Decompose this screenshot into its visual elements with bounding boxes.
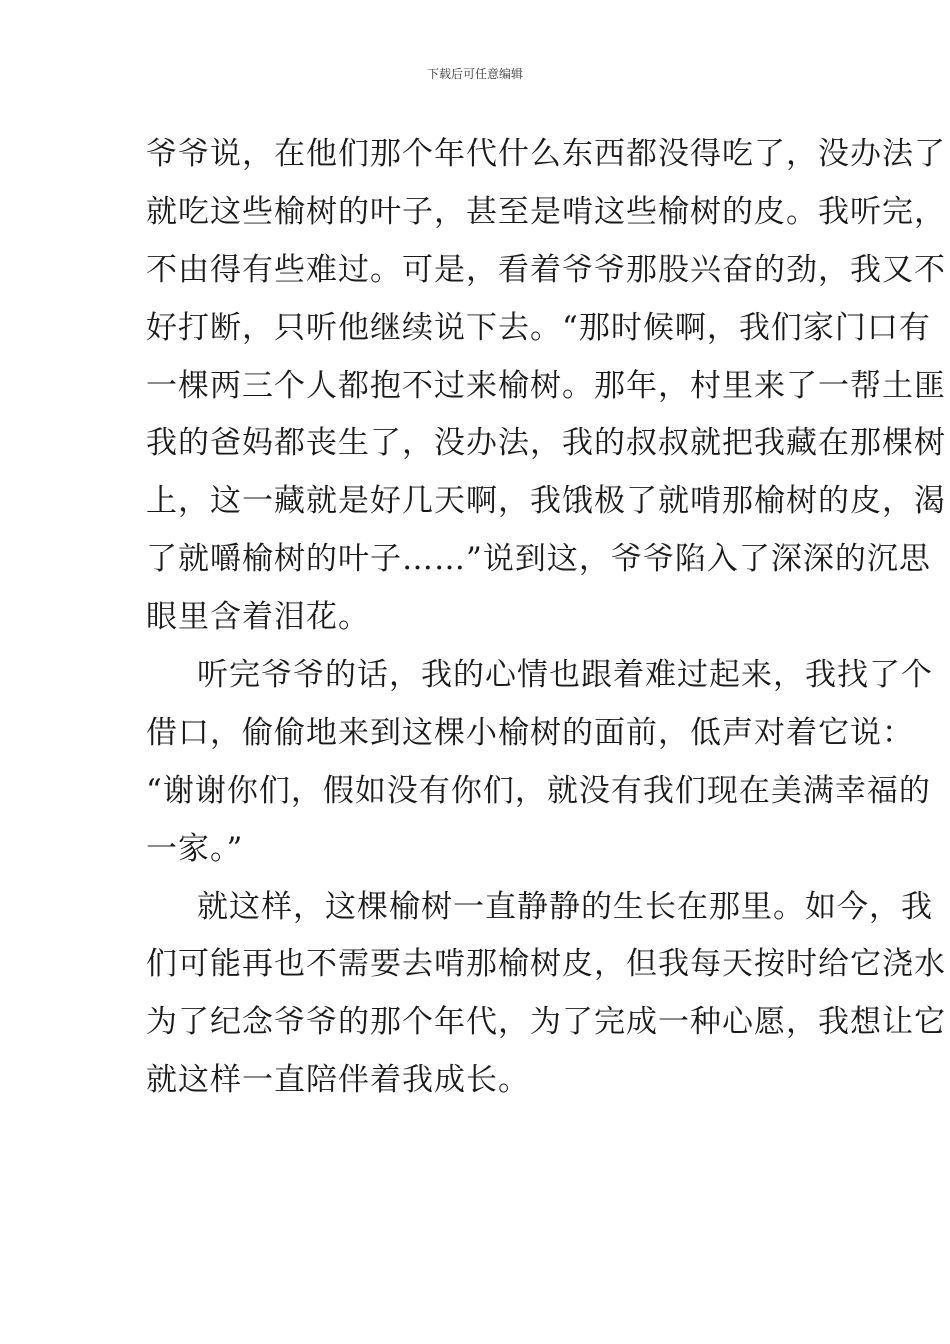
paragraph-1-line-9: 眼里含着泪花。	[146, 599, 370, 636]
paragraph-2-line-4: 一家。”	[146, 830, 244, 867]
paragraph-1-line-8: 了就嚼榆树的叶子……”说到这，爷爷陷入了深深的沉思	[146, 541, 931, 578]
page-header: 下载后可任意编辑	[426, 67, 523, 81]
paragraph-2-line-3: “谢谢你们，假如没有你们，就没有我们现在美满幸福的	[146, 772, 931, 809]
body-text	[146, 126, 946, 1110]
paragraph-1-line-6: 我的爸妈都丧生了，没办法，我的叔叔就把我藏在那棵树	[146, 425, 946, 462]
paragraph-1-line-3: 不由得有些难过。可是，看着爷爷那股兴奋的劲，我又不	[146, 251, 946, 288]
paragraph-3-line-1: 就这样，这棵榆树一直静静的生长在那里。如今，我	[197, 888, 933, 925]
paragraph-1-line-1: 爷爷说，在他们那个年代什么东西都没得吃了，没办法了	[146, 136, 946, 172]
paragraph-1-line-7: 上，这一藏就是好几天啊，我饿极了就啃那榆树的皮，渴	[146, 483, 946, 520]
paragraph-3-line-3: 为了纪念爷爷的那个年代，为了完成一种心愿，我想让它	[146, 1004, 946, 1041]
paragraph-3-line-2: 们可能再也不需要去啃那榆树皮，但我每天按时给它浇水	[146, 946, 946, 983]
paragraph-1-line-5: 一棵两三个人都抱不过来榆树。那年，村里来了一帮土匪	[146, 367, 946, 404]
paragraph-1-line-4: 好打断，只听他继续说下去。“那时候啊，我们家门口有	[146, 309, 931, 346]
paragraph-2-line-2: 借口，偷偷地来到这棵小榆树的面前，低声对着它说：	[146, 714, 914, 751]
paragraph-2-line-1: 听完爷爷的话，我的心情也跟着难过起来，我找了个	[197, 657, 933, 694]
paragraph-1-line-2: 就吃这些榆树的叶子，甚至是啃这些榆树的皮。我听完，	[146, 193, 946, 230]
paragraph-3-line-4: 就这样一直陪伴着我成长。	[146, 1062, 530, 1099]
